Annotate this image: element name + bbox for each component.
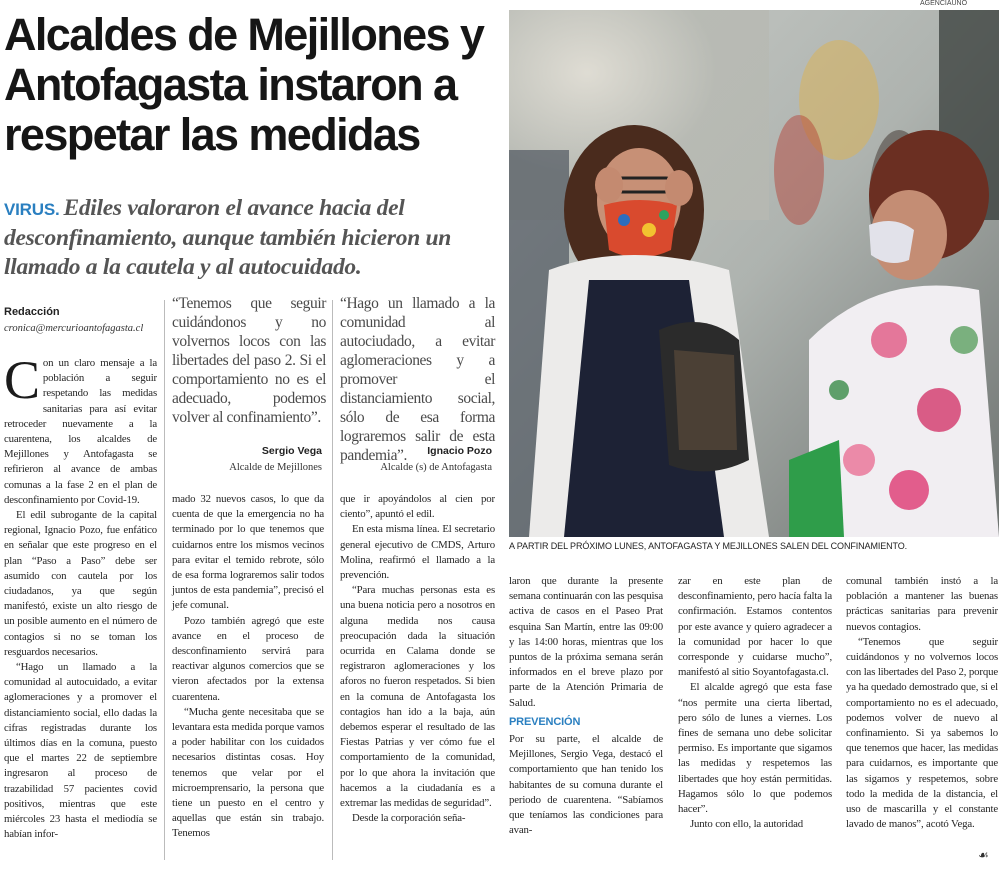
end-mark-icon: ☙ [978,848,989,862]
article-column-1 [4,350,157,843]
article-column-3 [340,492,495,826]
paragraph: que ir apoyándolos al cien por ciento”, apuntó el edil. [340,493,495,521]
paragraph: Con un claro mensaje a la población a seguir respetando las medidas sanitarias para así evitar retroceder nuevamente a la cuarentena, los alcaldes de Mejillones y Antofagasta se refirieron al avance de ambas comunas a la fase 2 en el plan de desconfinamiento por Covid-19. [4,350,157,506]
pull-quote-1-role: Alcalde de Mejillones [229,462,322,473]
paragraph: “Hago un llamado a la comunidad al autocuidado, a evitar aglomeraciones y a promover el distanciamiento social, ello dadas la cifras registradas durante los últimos días en la comuna, puesto que el martes 22 de septiembre ingresaron al proceso de trazabilidad 57 pacientes covid positivos, mientras que este miércoles 23 hasta el mediodía se habían infor- [4,661,157,841]
pull-quote-2-name: Ignacio Pozo [427,445,492,457]
pull-quote-2-role: Alcalde (s) de Antofagasta [380,462,492,473]
column-divider [332,300,333,860]
byline-name: Redacción [4,306,60,318]
byline-email: cronica@mercurioantofagasta.cl [4,323,144,334]
deck [4,194,499,282]
paragraph: laron que durante la presente semana continuarán con las pesquisa activa de casos en el Paseo Prat esquina San Martín, entre las 09:00 y las 14:00 horas, mientras que los puntos de la próxima semana serán informados en el breve plazo por parte de la Atención Primaria de Salud. [509,575,663,709]
paragraph: “Tenemos que seguir cuidándonos y no volvernos locos con las libertades del Paso 2, porque ya ha quedado demostrado que, si el comportamiento no es el adecuado, podemos volver de nuevo al confinamiento. Si ya sabemos lo que tenemos que hacer, las medidas para cuidarnos, es importante que las sigamos y respetemos, sobre todo la medida de la distancia, el uso de mascarilla y el constante lavado de manos”, acotó Vega. [846,635,998,831]
headline: Alcaldes de Mejillones y Antofagasta instaron a respetar las medidas [4,9,484,160]
article-column-4 [509,574,663,838]
paragraph: Por su parte, el alcalde de Mejillones, Sergio Vega, destacó el comportamiento que han tenido los habitantes de su comuna durante el periodo de cuarentena. “Sabíamos que teníamos las condiciones para avan- [509,733,663,837]
article-photo [509,10,999,537]
paragraph: mado 32 nuevos casos, lo que da cuenta de que la emergencia no ha terminado por lo que tenemos que cuidarnos entre los mismos vecinos para evitar el temido rebrote, sólo de esa forma lograremos salir todos juntos de esta pandemia”, precisó el jefe comunal. [172,493,324,612]
paragraph: Junto con ello, la autoridad [690,818,804,831]
article-column-5 [678,574,832,832]
paragraph: “Para muchas personas esta es una buena noticia pero a nosotros en alguna medida nos causa preocupación dada la situación ocurrida en Calama donde se registraron aglomeraciones y los aforos no fueron respetados. Si bien en la comuna de Antofagasta los contagios han ido a la baja, aún debemos esperar el resultado de las Fiestas Patrias y ver cómo fue el comportamiento de la comunidad, por lo que ahora la invitación que hacemos a la ciudadanía es a extremar las medidas de seguridad”. [340,584,495,810]
paragraph: El alcalde agregó que esta fase “nos permite una cierta libertad, pero sólo de lunes a viernes. Los fines de semana uno debe solicitar permiso. Es importante que sigamos las medidas y respetemos las libertades que hoy están permitidas. Hagamos sólo lo que podemos hacer”. [678,681,832,816]
pull-quote-1: “Tenemos que seguir cuidándonos y no volvernos locos con las libertades del paso 2. Si el comportamiento no es el adecuado, podemos volver al confinamiento”. [172,295,326,426]
article-column-6 [846,574,998,832]
section-subhead: PREVENCIÓN [509,715,581,728]
paragraph: “Mucha gente necesitaba que se levantara esta medida porque vamos a poder habilitar con los cuidados necesarios distintas cosas. Hoy tenemos que velar por el microemprensario, la persona que tiene un puesto en el centro y aquellas que están sin trabajo. Tenemos [172,705,324,840]
deck-text: Ediles valoraron el avance hacia del desconfinamiento, aunque también hicieron un llamado a la cautela y al autocuidado. [4,195,452,280]
pull-quote-1-name: Sergio Vega [261,445,322,457]
paragraph: Desde la corporación seña- [352,812,466,825]
paragraph: Pozo también agregó que este avance en el proceso de desconfinamiento servirá para reactivar algunos comercios que se vieron afectados por la extensa cuarentena. [172,614,324,703]
pull-quote-2: “Hago un llamado a la comunidad al autociudado, a evitar aglomeraciones y a promover el distanciamiento social, sólo de esa forma lograremos salir de esta pandemia”. [340,295,495,464]
deck-kicker: VIRUS. [4,200,60,219]
dropcap: C [4,350,40,410]
column-divider [164,300,165,860]
paragraph: comunal también instó a la población a mantener las buenas prácticas sanitarias para prevenir nuevos contagios. [846,575,998,633]
paragraph: En esta misma línea. El secretario general ejecutivo de CMDS, Arturo Molina, reafirmó el llamado a la prevención. [340,523,495,582]
paragraph: zar en este plan de desconfinamiento, pero hacía falta la confirmación. Estamos contentos por este avance y quiero agradecer a la comunidad por hacer lo que corresponde y cuidarse mucho”, manifestó al sitio Soyantofagasta.cl. [678,575,832,679]
photo-caption: A PARTIR DEL PRÓXIMO LUNES, ANTOFAGASTA Y MEJILLONES SALEN DEL CONFINAMIENTO. [509,541,908,551]
photo-credit: AGENCIAUNO [920,0,968,7]
paragraph: El edil subrogante de la capital regional, Ignacio Pozo, fue enfático en señalar que este progreso en el plan “Paso a Paso” debe ser asumido con cautela por los ciudadanos, ya que según manifestó, existe un alto riesgo de un posible aumento en el número de contagios si no se toman los resguardos necesarios. [4,509,157,658]
photo-illustration [509,10,999,537]
article-column-2 [172,492,324,842]
